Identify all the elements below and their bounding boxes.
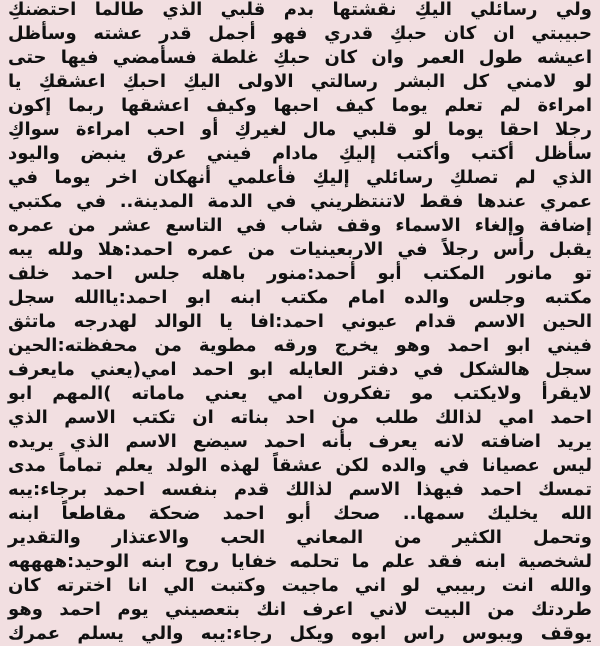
- text-line: الحين الاسم قدام عيوني احمد:افا يا الوالد لهدرجه ماتثق: [8, 311, 592, 332]
- text-line: يقبل رأس رجلاً في الاربعينيات من عمره احمد:هلا ولله يبه: [8, 239, 592, 260]
- text-line: والله انت ربيبي لو اني ماجيت وكتبت الي انا اخترته كان: [8, 575, 592, 596]
- text-line: طردتك من البيت لاني اعرف انك بتعصيني يوم احمد وهو: [8, 599, 592, 620]
- text-line: ولي رسائلي اليكِ نقشتها بدم قلبي الذي طالما احتضنكِ: [8, 0, 592, 20]
- text-line: يوقف ويبوس راس ابوه ويكل رجاء:يبه والي يسلم عمرك: [8, 623, 592, 644]
- text-line: سأظل أكتب وأكتب إليكِ مادام فيني عرق ينبض واليود: [8, 143, 592, 164]
- text-line: وتحمل الكثير من المعاني الحب والاعتذار والتقدير: [8, 527, 592, 548]
- text-line: لايقرأ ولايكتب مو تفكرون امي يعني ماماته )المهم ابو: [8, 383, 592, 404]
- text-line: تو مانور المكتب أبو أحمد:منور باهله جلس احمد خلف: [8, 263, 592, 284]
- text-line: تمسك احمد فيهذا الاسم لذالك قدم بنفسه احمد برجاء:يبه: [8, 479, 592, 500]
- text-line: عمري عندها فقط لاتنتظريني في الدمة المدينة.. في مكتبي: [8, 191, 592, 212]
- text-line: رجلا احقا يوما لو قلبي مال لغيركِ أو احب امراءة سواكِ: [8, 119, 592, 140]
- text-line: احمد امي لذالك طلب من احد بناته ان تكتب الاسم الذي: [8, 407, 592, 428]
- text-line: فيني ابو احمد وهو يخرج ورقه مطوية من محفظته:الحين: [8, 335, 592, 356]
- text-line: حبيبتي ان كان حبكِ قدري فهو أجمل قدر عشته وسأظل: [8, 23, 592, 44]
- text-line: إضافة وإلغاء الاسماء وقف شاب في التاسع عشر من عمره: [8, 215, 592, 236]
- text-line: امراءة لم تعلم يوما كيف احبها وكيف اعشقها ربما إكون: [8, 95, 592, 116]
- text-line: ليس عصيانا في والده لكن عشقاً لهذه الولد يعلم تماماً مدى: [8, 455, 592, 476]
- text-line: مكتبه وجلس والده امام مكتب ابنه ابو احمد:ياالله سجل: [8, 287, 592, 308]
- text-line: الذي لم تصلكِ رسائلي إليكِ فأعلمي أنهكان اخر يوما في: [8, 167, 592, 188]
- text-line: اعيشه طول العمر وان كان حبكِ غلطة فسأمضي فيها حتى: [8, 47, 592, 68]
- text-line: يريد اضافته لانه يعرف بأنه احمد سيضع الاسم الذي يريده: [8, 431, 592, 452]
- text-line: لو لامني كل البشر رسالتي الاولى اليكِ احبكِ اعشقكِ يا: [8, 71, 592, 92]
- text-line: سجل هالشكل في دفتر العايله ابو احمد امي(يعني مايعرف: [8, 359, 592, 380]
- text-line: لشخصية ابنه فقد علم ما تحلمه خفايا روح ابنه الوحيد:ههههه: [8, 551, 592, 572]
- text-line: الله يخليك سمها.. صحك أبو احمد ضحكة مقاطعاً ابنه: [8, 503, 592, 524]
